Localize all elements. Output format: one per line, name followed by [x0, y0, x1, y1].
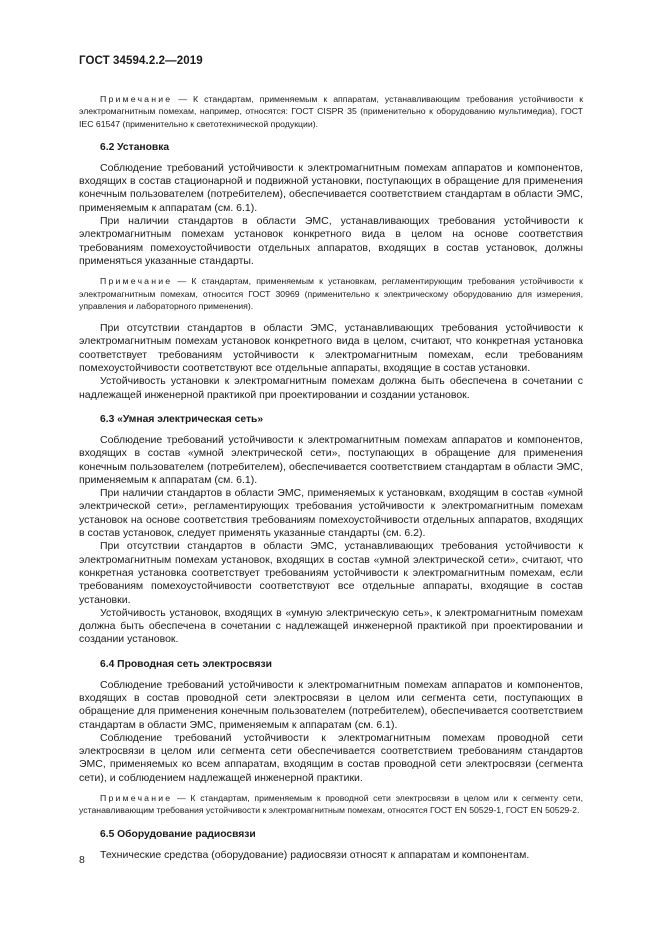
paragraph: При отсутствии стандартов в области ЭМС, устанавливающих требования устойчивости к электромагнитным помехам установок, входящих в состав «умной электрической сети», считают, что конкретная установка соответствует требованиям устойчивости к электромагнитным помехам, если требованиям помехоустойчивости соответствуют все отдельные аппараты, входящие в состав установки. — [79, 540, 583, 606]
paragraph: При отсутствии стандартов в области ЭМС, устанавливающих требования устойчивости к электромагнитным помехам установок конкретного вида в целом, считают, что конкретная установка соответствует требованиям устойчивости к электромагнитным помехам, если требованиям помехоустойчивости соответствуют все отдельные аппараты, входящие в состав установки. — [79, 322, 583, 375]
note-installation-standards — [79, 275, 583, 312]
section-heading-6-3: 6.3 «Умная электрическая сеть» — [100, 413, 264, 425]
note-text: К стандартам, применяемым к аппаратам, устанавливающим требования устойчивости к электромагнитным помехам, например, относятся: ГОСТ CISPR 35 (применительно к оборудованию мультимедиа), ГОСТ IEC 61547 (применительно к светотехнической продукции). — [79, 94, 584, 129]
page-header-standard-code: ГОСТ 34594.2.2—2019 — [79, 55, 203, 67]
paragraph: При наличии стандартов в области ЭМС, применяемых к установкам, входящим в состав «умной электрической сети», регламентирующих требования устойчивости к электромагнитным помехам установок на основе соответствия требованиям помехоустойчивости отдельных аппаратов, входящих в состав установок, следует применять указанные стандарты (см. 6.2). — [79, 487, 583, 540]
note-text: К стандартам, применяемым к проводной сети электросвязи в целом или к сегменту сети, устанавливающим требования устойчивости к электромагнитным помехам, относятся ГОСТ EN 50529-1, ГОСТ EN 50529-2. — [79, 793, 584, 816]
paragraph: Соблюдение требований устойчивости к электромагнитным помехам аппаратов и компонентов, входящих в состав «умной электрической сети», поступающих в обращение для применения конечным пользователем (потребителем), обеспечивается соответствием стандартам в области ЭМС, применяемым к аппаратам (см. 6.1). — [79, 433, 583, 486]
section-heading-6-2: 6.2 Установка — [100, 141, 170, 153]
note-label: Примечание — [100, 276, 173, 287]
paragraph: Соблюдение требований устойчивости к электромагнитным помехам проводной сети электросвязи в целом или сегмента сети обеспечивается соответствием требованиям стандартов ЭМС, применяемых ко всем аппаратам, входящим в состав проводной сети электросвязи (сегмента сети), и соблюдением надлежащей инженерной практики. — [79, 731, 583, 784]
paragraph: Устойчивость установки к электромагнитным помехам должна быть обеспечена в сочетании с надлежащей инженерной практикой при проектировании и создании установок. — [79, 375, 583, 401]
note-dash: — — [172, 276, 192, 287]
note-dash: — — [172, 94, 194, 104]
page-number: 8 — [79, 854, 85, 866]
paragraph: Соблюдение требований устойчивости к электромагнитным помехам аппаратов и компонентов, входящих в состав проводной сети электросвязи в целом или сегмента сети, поступающих в обращение для применения конечным пользователем (потребителем), обеспечивается соответствием стандартам в области ЭМС, применяемым к аппаратам (см. 6.1). — [79, 678, 583, 731]
paragraph: При наличии стандартов в области ЭМС, устанавливающих требования устойчивости к электромагнитным помехам установок конкретного вида в целом на основе соответствия требованиям помехоустойчивости отдельных аппаратов, входящих в состав установок, должны применяться указанные стандарты. — [79, 215, 583, 267]
note-dash: — — [172, 793, 191, 804]
section-heading-6-4: 6.4 Проводная сеть электросвязи — [100, 658, 272, 670]
paragraph: Технические средства (оборудование) радиосвязи относят к аппаратам и компонентам. — [100, 848, 530, 861]
paragraph: Соблюдение требований устойчивости к электромагнитным помехам аппаратов и компонентов, входящих в состав стационарной и подвижной установки, поступающих в обращение для применения конечным пользователем (потребителем), обеспечивается соответствием стандартам в области ЭМС, применяемым к аппаратам (см. 6.1). — [79, 161, 583, 214]
note-label: Примечание — [100, 94, 173, 104]
document-body — [79, 93, 583, 862]
note-label: Примечание — [100, 793, 173, 804]
section-heading-6-5: 6.5 Оборудование радиосвязи — [100, 828, 256, 840]
paragraph: Устойчивость установок, входящих в «умную электрическую сеть», к электромагнитным помехам должна быть обеспечена в сочетании с надлежащей инженерной практикой при проектировании и создании установок. — [79, 606, 583, 646]
note-text: К стандартам, применяемым к установкам, регламентирующим требования устойчивости к электромагнитным помехам, относится ГОСТ 30969 (применительно к электрическому оборудованию для измерения, управления и лабораторного применения). — [79, 276, 583, 311]
note-wired-network-standards — [79, 792, 583, 817]
note-emc-apparatus-standards — [79, 93, 583, 130]
